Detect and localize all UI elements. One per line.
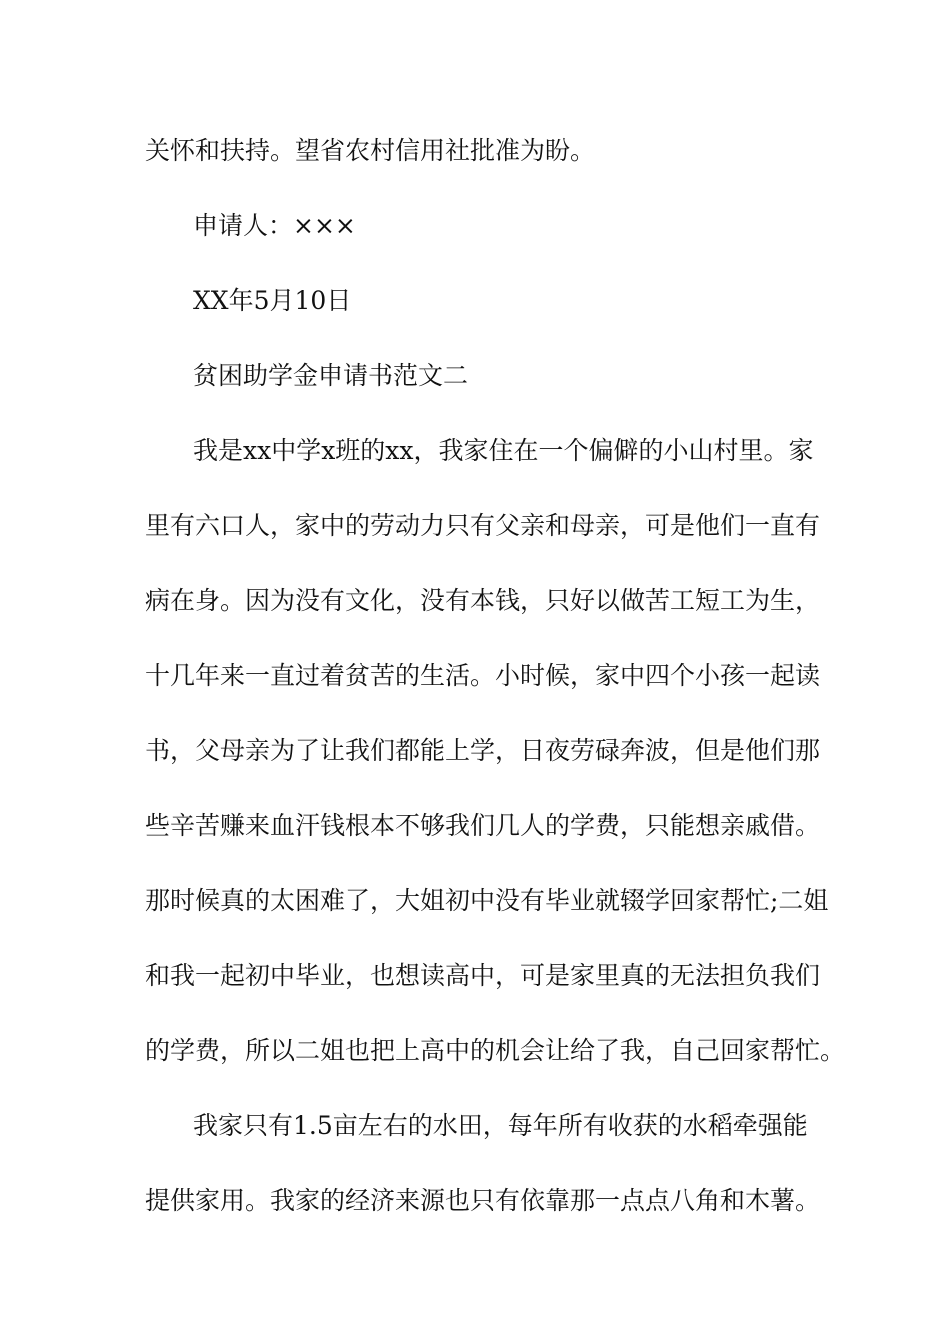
paragraph-line: 和我一起初中毕业，也想读高中，可是家里真的无法担负我们 (145, 961, 821, 990)
paragraph-line: 些辛苦赚来血汗钱根本不够我们几人的学费，只能想亲戚借。 (145, 811, 821, 840)
paragraph-line: 提供家用。我家的经济来源也只有依靠那一点点八角和木薯。 (145, 1186, 821, 1215)
paragraph-line: 那时候真的太困难了，大姐初中没有毕业就辍学回家帮忙;二姐 (145, 886, 829, 915)
paragraph-line: 我家只有1.5亩左右的水田，每年所有收获的水稻牵强能 (193, 1111, 808, 1140)
paragraph-line: 我是xx中学x班的xx，我家住在一个偏僻的小山村里。家 (193, 436, 814, 465)
section-title: 贫困助学金申请书范文二 (193, 361, 469, 390)
paragraph-line: 十几年来一直过着贫苦的生活。小时候，家中四个小孩一起读 (145, 661, 821, 690)
paragraph-line: 病在身。因为没有文化，没有本钱，只好以做苦工短工为生， (145, 586, 821, 615)
paragraph-line: 里有六口人，家中的劳动力只有父亲和母亲，可是他们一直有 (145, 511, 821, 540)
date-line: XX年5月10日 (193, 286, 352, 315)
applicant-signature: 申请人：××× (193, 211, 356, 240)
paragraph-line: 书，父母亲为了让我们都能上学，日夜劳碌奔波，但是他们那 (145, 736, 821, 765)
paragraph-line-closing: 关怀和扶持。望省农村信用社批准为盼。 (145, 136, 596, 165)
paragraph-line: 的学费，所以二姐也把上高中的机会让给了我，自己回家帮忙。 (145, 1036, 846, 1065)
